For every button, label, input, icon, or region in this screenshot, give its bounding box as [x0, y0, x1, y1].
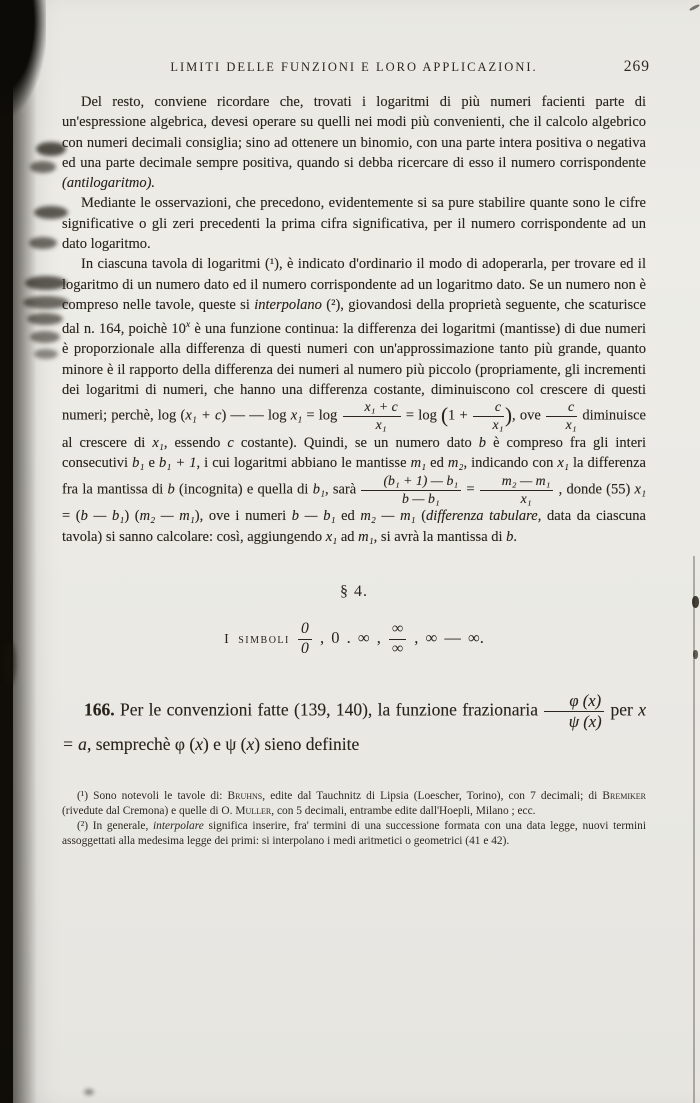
ink-smudge — [30, 331, 60, 343]
fraction: $\frac{\text{x₁ + c}}{\text{x₁}}$ — [342, 400, 402, 433]
fraction: $\frac{\text{(b₁ + 1) — b₁}}{\text{b — b₁}}$ — [360, 474, 462, 507]
footnote-2: (²) In generale, interpolare significa inserire, fra' termini di una successione formata con una data legge, nuovi termini assoggettati alla medesima legge dei primi: si interpolano i medi aritmetici o geometrici (41 e 42). — [62, 820, 647, 847]
ink-smudge — [30, 161, 56, 173]
ink-smudge — [27, 313, 63, 325]
ink-smudge — [34, 349, 58, 359]
paragraph-1: Del resto, conviene ricordare che, trovati i logaritmi di più numeri facienti parte di un'espressione algebrica, devesi operare su quelli nei modi più convenienti, che il calcolo algebrico con numeri decimali consiglia; sino ad ottenere un binomio, con una parte intera positiva o negativa ed una parte decimale sempre positiva, quando si debba ricercare di esso il numero corrispondente (antilogaritmo). — [62, 94, 646, 192]
fraction: $\frac{c}{\text{x₁}}$ — [472, 400, 505, 433]
ink-smudge — [84, 1089, 94, 1095]
fraction: $\frac{\varphi (x)}{\psi (x)}$ — [543, 692, 605, 731]
section-heading: § 4. — [340, 582, 368, 600]
fraction: $\frac{c}{\text{x₁}}$ — [545, 400, 578, 433]
section-symbols-line: I simboli $\frac{0}{0}$ , 0 . ∞ , $\frac{\infty}{\infty}$ , ∞ — ∞. — [224, 619, 484, 657]
footnote-1: (¹) Sono notevoli le tavole di: Bruhns, edite dal Tauchnitz di Lipsia (Loescher, Torino), con 7 decimali; di Bremiker (rivedute dal Cremona) e quelle di O. Muller, con 5 decimali, entrambe edite dall'Hoepli, Milano ; ecc. — [62, 790, 647, 817]
scan-edge-mark — [693, 650, 698, 659]
paragraph-3: In ciascuna tavola di logaritmi (¹), è indicato d'ordinario il modo di adoperarla, per trovare ed il logaritmo di un numero dato ed il numero corrispondente ad un logaritmo dato. Se un numero non è compreso nelle tavole, queste si interpolano (²), giovandosi della proprietà seguente, che scaturisce dal n. 164, poichè 10$^x$ è una funzione continua: la differenza dei logaritmi (mantisse) di due numeri è proporzionale alla differenza di questi numeri con un'approssimazione tanto più grande, quanto minore è il rapporto della differenza dei numeri al numero più piccolo (propriamente, gli incrementi dei logaritmi di numeri, che hanno una differenza costante, diminuiscono col crescere di questi numeri; perchè, log (x₁ + c) — — log x₁ = log $\frac{\text{x₁ + c}}{\text{x₁}}$ = log (1 + $\frac{c}{\text{x₁}}$ ), ove $\frac{c}{\text{x₁}}$ diminuisce al crescere di x₁, essendo c costante). Quindi, se un numero dato b è compreso fra gli interi consecutivi b₁ e b₁ + 1, i cui logaritmi abbiano le mantisse m₁ ed m₂, indicando con x₁ la differenza fra la mantissa di b (incognita) e quella di b₁, sarà $\frac{\text{(b₁ + 1) — b₁}}{\text{b — b₁}}$ = $\frac{\text{m₂ — m₁}}{\text{x₁}}$ , donde (55) x₁ = (b — b₁) (m₂ — m₁), ove i numeri b — b₁ ed m₂ — m₁ (differenza tabulare, data da ciascuna tavola) si sanno calcolare: così, aggiungendo x₁ ad m₁, si avrà la mantissa di b. — [62, 256, 647, 545]
fraction: $\frac{\infty}{\infty}$ — [388, 621, 407, 658]
scan-edge-line — [693, 556, 695, 1103]
page-header — [62, 58, 650, 75]
body-text — [62, 92, 646, 547]
footnotes — [62, 789, 646, 848]
fraction: $\frac{0}{0}$ — [297, 621, 313, 658]
running-title: LIMITI DELLE FUNZIONI E LORO APPLICAZIONI. — [170, 60, 538, 74]
scan-edge-mark — [689, 4, 700, 12]
scan-corner-blot — [0, 0, 46, 116]
ink-smudge — [2, 640, 16, 686]
ink-smudge — [29, 237, 57, 249]
paragraph-2: Mediante le osservazioni, che precedono, evidentemente si sa pure stabilire quante sono le cifre significative o gli zeri precedenti la prima cifra significativa, per il numero corrispondente ad un dato logaritmo. — [62, 195, 646, 253]
ink-smudge — [25, 276, 67, 290]
book-binding-shadow — [0, 0, 13, 1103]
scan-edge-mark — [692, 596, 699, 608]
page-number: 269 — [623, 58, 650, 75]
paragraph-166: 166. Per le convenzioni fatte (139, 140), la funzione frazionaria $\frac{\varphi (x)}{\psi (x)}$ per x = a, semprechè φ (x) e ψ (x) sieno definite — [62, 690, 646, 754]
page-content — [62, 58, 650, 850]
fraction: $\frac{\text{m₂ — m₁}}{\text{x₁}}$ — [479, 474, 555, 507]
